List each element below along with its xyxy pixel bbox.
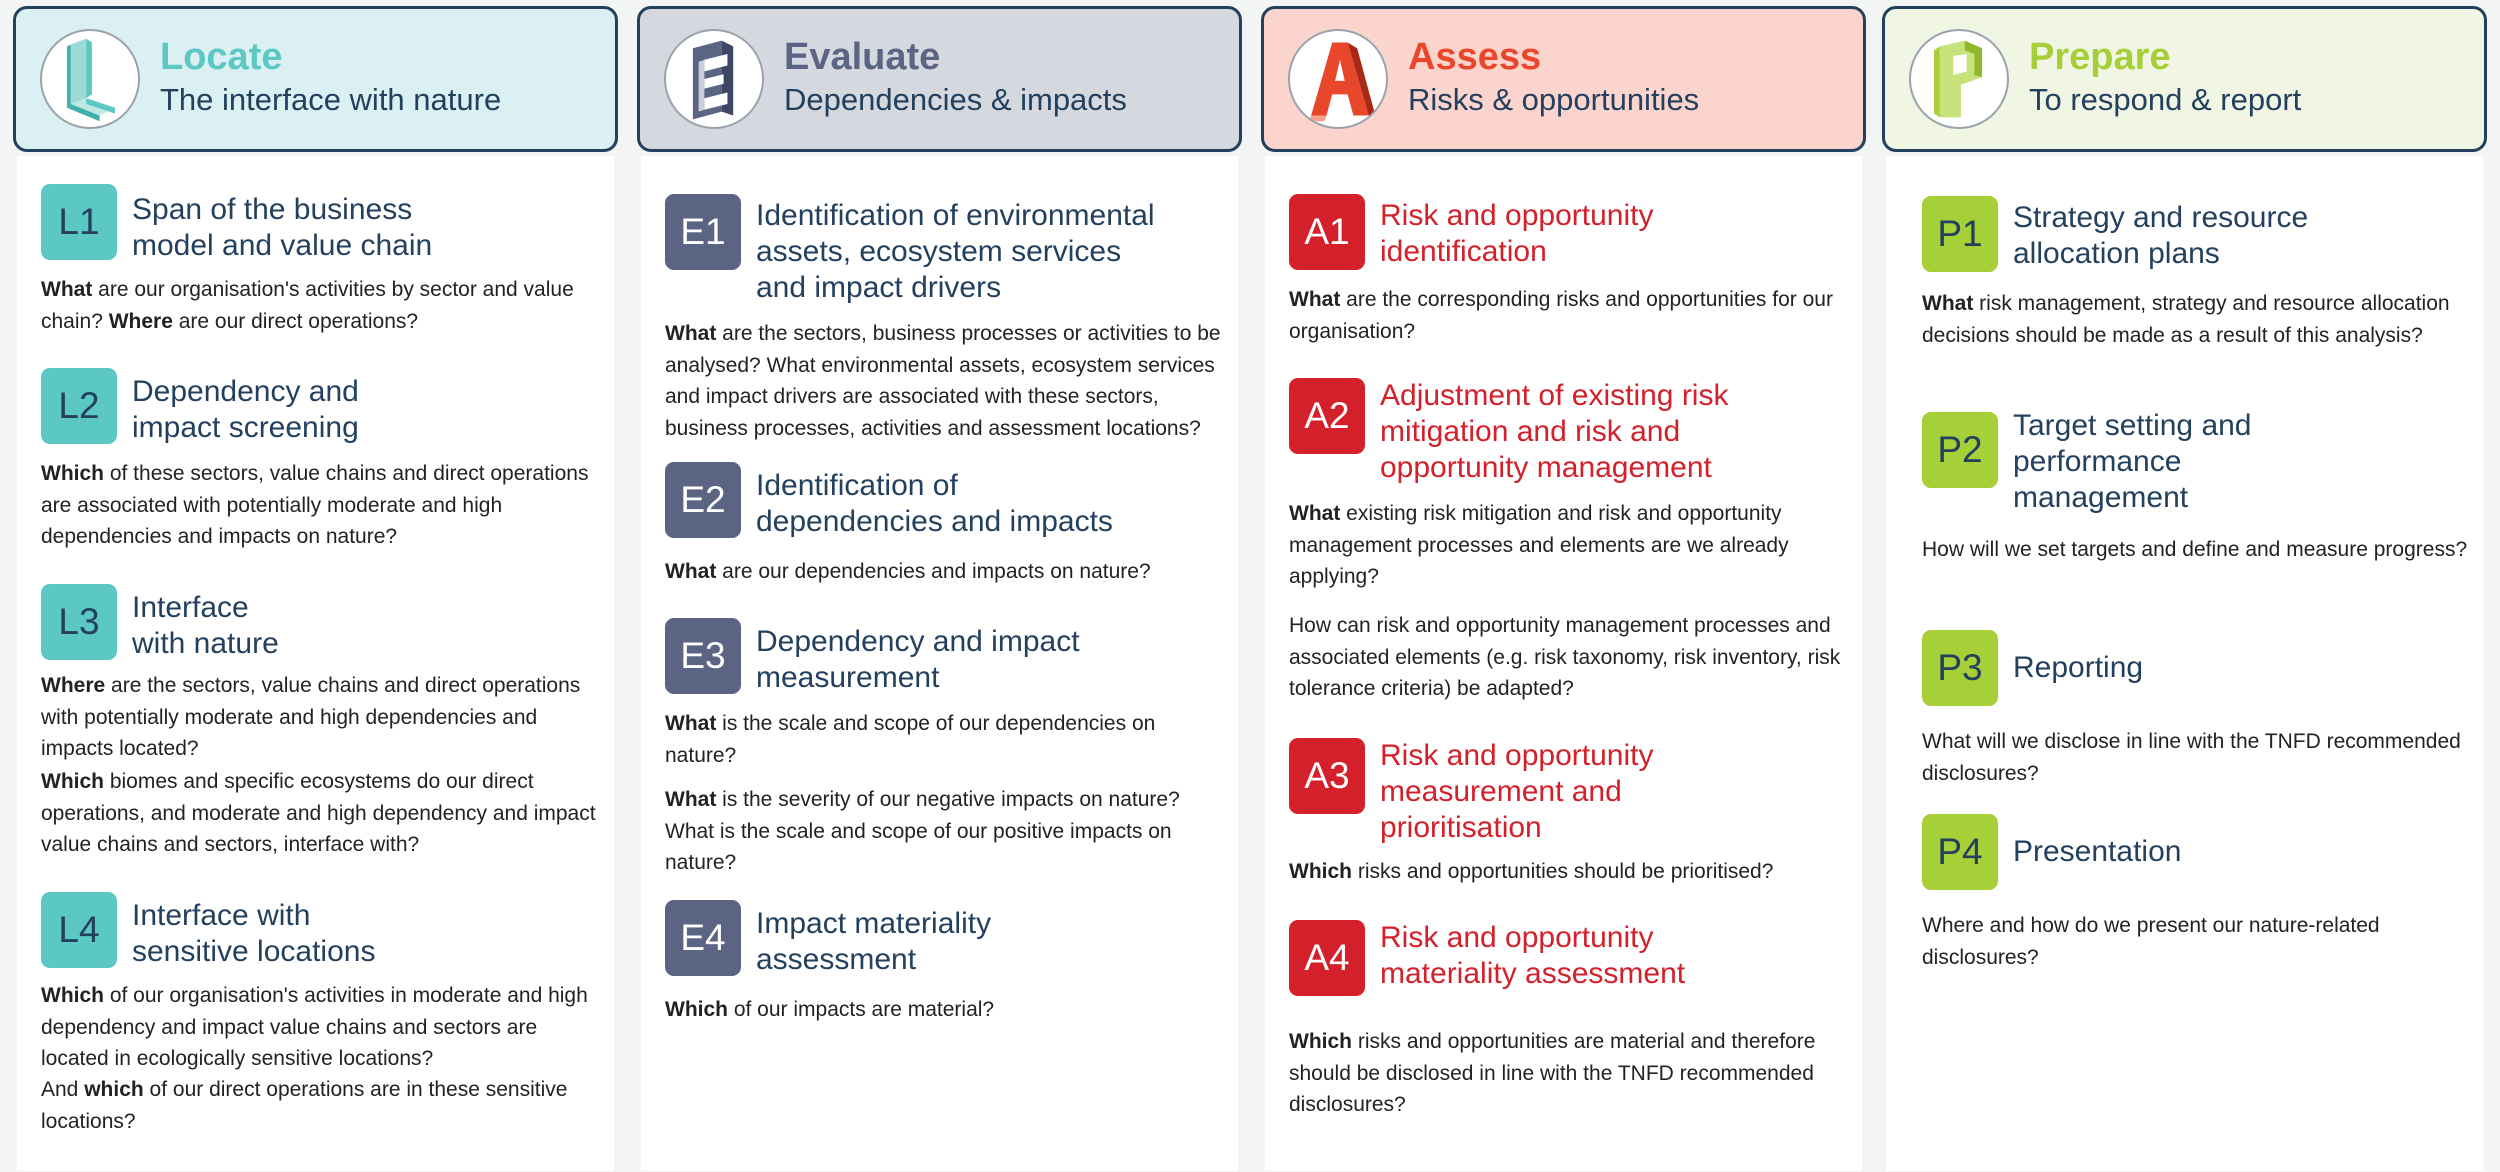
step-question: What will we disclose in line with the TNFD recommended disclosures?: [1922, 730, 2461, 785]
step-badge: L3: [41, 584, 117, 660]
step-question: How can risk and opportunity management processes and associated elements (e.g. risk taxonomy, risk inventory, risk tolerance criteria) be adapted?: [1289, 614, 1841, 700]
phase-subtitle: Risks & opportunities: [1408, 82, 1700, 117]
letter-l-cube-icon: [40, 29, 140, 129]
step-question: Which of our organisation's activities in moderate and high dependency and impact value chains and sectors are located in ecologically sensitive locations?: [41, 984, 588, 1070]
step-badge: E3: [665, 618, 741, 694]
step-title: Dependency and impact screening: [132, 375, 359, 444]
step-question: Where are the sectors, value chains and direct operations with potentially moderate and high dependencies and impacts located?: [41, 674, 581, 760]
step-question: What risk management, strategy and resource allocation decisions should be made as a result of this analysis?: [1922, 292, 2450, 347]
step-badge: P3: [1922, 630, 1998, 706]
phase-subtitle: Dependencies & impacts: [784, 82, 1127, 117]
step-title: Risk and opportunity measurement and prioritisation: [1380, 739, 1654, 844]
step-question: Which risks and opportunities are material and therefore should be disclosed in line with the TNFD recommended disclosures?: [1289, 1030, 1816, 1116]
phase-subtitle: The interface with nature: [160, 82, 502, 117]
letter-e-cube-icon: [664, 29, 764, 129]
phase-header: [13, 6, 618, 152]
step-badge: P2: [1922, 412, 1998, 488]
phase-subtitle: To respond & report: [2029, 82, 2302, 117]
phase-header: [1261, 6, 1866, 152]
step-badge: L4: [41, 892, 117, 968]
step-question: Which of these sectors, value chains and direct operations are associated with potentially moderate and high dependencies and impacts on nature?: [41, 462, 589, 548]
step-title: Identification of dependencies and impacts: [756, 469, 1113, 538]
phase-header: [1882, 6, 2487, 152]
phase-name: Prepare: [2029, 36, 2171, 78]
step-title: Adjustment of existing risk mitigation and risk and opportunity management: [1380, 379, 1729, 484]
step-title: Interface with nature: [132, 591, 279, 660]
step-badge: E2: [665, 462, 741, 538]
step-title: Impact materiality assessment: [756, 907, 992, 976]
step-title: Identification of environmental assets, ecosystem services and impact drivers: [756, 199, 1155, 304]
letter-p-cube-icon: [1909, 29, 2009, 129]
letter-a-cube-icon: [1288, 29, 1388, 129]
step-question: What are our organisation's activities by sector and value chain? Where are our direct operations?: [41, 278, 574, 333]
step-title: Dependency and impact measurement: [756, 625, 1080, 694]
phase-name: Evaluate: [784, 36, 941, 78]
step-badge: P4: [1922, 814, 1998, 890]
step-badge: E1: [665, 194, 741, 270]
step-title: Strategy and resource allocation plans: [2013, 201, 2309, 270]
step-question: What are the sectors, business processes or activities to be analysed? What environmental assets, ecosystem services and impact drivers are associated with these sectors, business processes, activities and assessment locations?: [665, 322, 1221, 440]
phase-name: Locate: [160, 36, 283, 78]
step-badge: A2: [1289, 378, 1365, 454]
phase-name: Assess: [1408, 36, 1542, 78]
step-title: Span of the business model and value chain: [132, 193, 433, 262]
step-title: Presentation: [2013, 835, 2182, 868]
step-question: Where and how do we present our nature-related disclosures?: [1922, 914, 2380, 969]
step-question: And which of our direct operations are in these sensitive locations?: [41, 1078, 568, 1133]
step-badge: A4: [1289, 920, 1365, 996]
step-title: Interface with sensitive locations: [132, 899, 376, 968]
step-question: Which risks and opportunities should be prioritised?: [1289, 860, 1774, 883]
phase-header: [637, 6, 1242, 152]
step-badge: A3: [1289, 738, 1365, 814]
step-question: Which of our impacts are material?: [665, 998, 995, 1021]
step-question: How will we set targets and define and measure progress?: [1922, 538, 2468, 561]
step-badge: L2: [41, 368, 117, 444]
step-question: What are the corresponding risks and opportunities for our organisation?: [1289, 288, 1833, 343]
step-question: What existing risk mitigation and risk and opportunity management processes and elements are we already applying?: [1289, 502, 1789, 588]
step-badge: E4: [665, 900, 741, 976]
step-badge: P1: [1922, 196, 1998, 272]
step-badge: L1: [41, 184, 117, 260]
step-question: What are our dependencies and impacts on nature?: [665, 560, 1151, 583]
step-question: Which biomes and specific ecosystems do our direct operations, and moderate and high dependency and impact value chains and sectors, interface with?: [41, 770, 596, 856]
step-title: Risk and opportunity materiality assessment: [1380, 921, 1686, 990]
step-title: Risk and opportunity identification: [1380, 199, 1654, 268]
step-title: Reporting: [2013, 651, 2144, 684]
step-title: Target setting and performance management: [2013, 409, 2252, 514]
step-badge: A1: [1289, 194, 1365, 270]
step-question: What is the severity of our negative impacts on nature? What is the scale and scope of our positive impacts on nature?: [665, 788, 1180, 874]
step-question: What is the scale and scope of our dependencies on nature?: [665, 712, 1156, 767]
